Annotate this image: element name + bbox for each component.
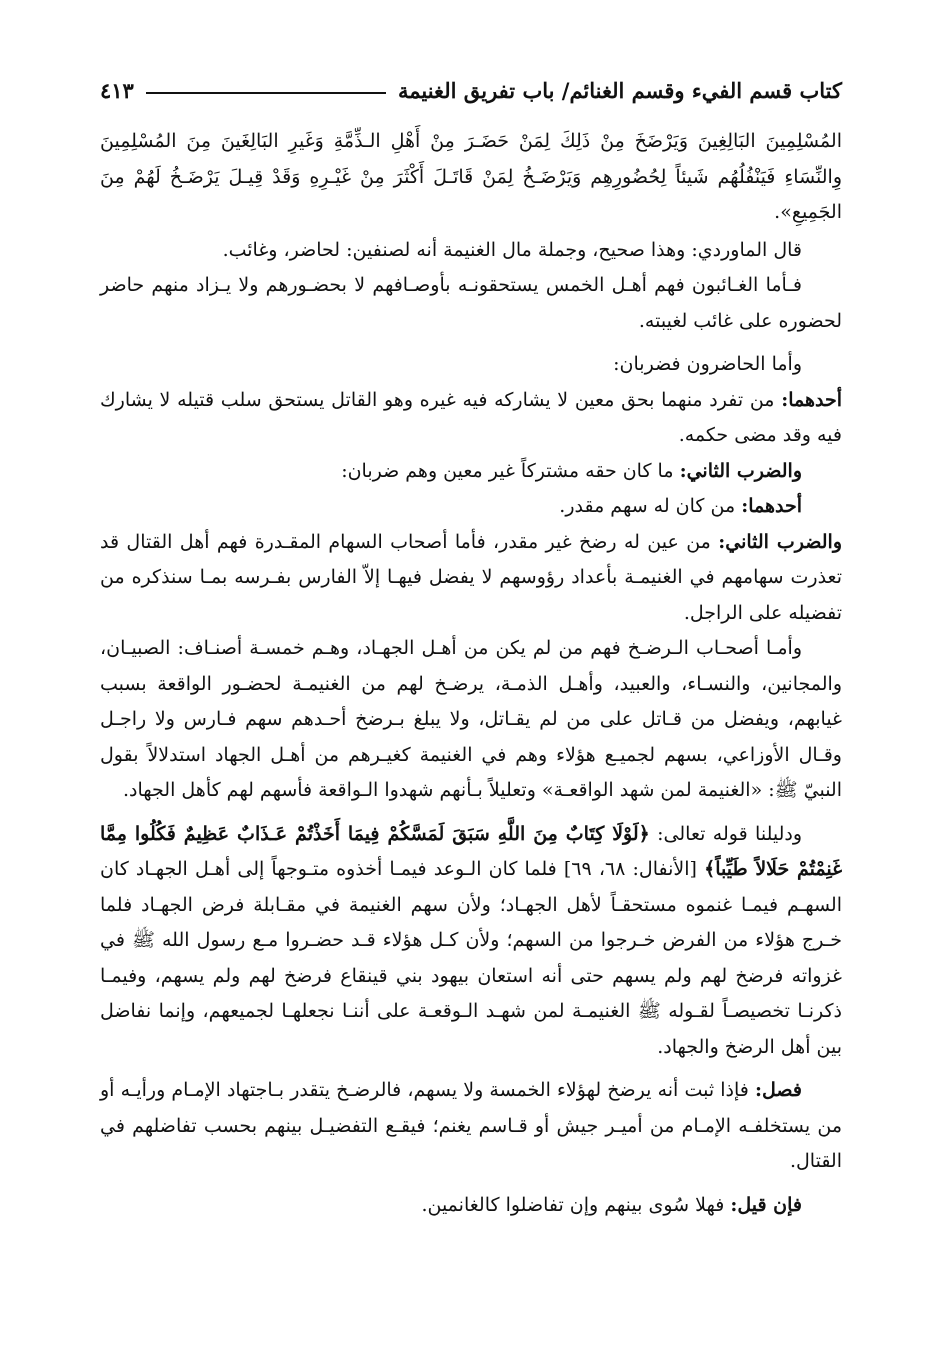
quran-verse: ﴿لَوْلَا كِتَابٌ مِنَ اللَّهِ سَبَقَ لَمَسَّكُمْ فِيمَا أَخَذْتُمْ عَـذَابٌ عَظِيمٌ فَكُلُوا مِمَّا غَنِمْتُمْ حَلَالاً طَيِّباً﴾ xyxy=(100,822,843,880)
paragraph-evidence xyxy=(100,817,842,1066)
paragraph-first-sub xyxy=(100,489,842,525)
evidence-text: فلما كان الـوعد فيمـا أخذوه متـوجهاً إلى أهـل الجهـاد كان السهـم فيمـا غنموه مستحقـاً لأهل الجهـاد؛ ولأن سهم الغنيمة في مقـابلة فرض الجهـاد فلما خـرج هؤلاء من الفرض خـرجوا من السهم؛ ولأن كـل هؤلاء قـد حضـروا مـع رسول الله ﷺ في غزواته فرضخ لهم ولم يسهم حتى أنه استعان بيهود بني قينقاع فرضخ لهم ولم يسهم، وفيمـا ذكرنـا تخصيصـاً لقـوله ﷺ الغنيمـة لمن شهـد الـوقعـة على أننـا نجعلهـا لجميعهم، وإنما نفاضل بين أهل الرضخ والجهاد. xyxy=(100,858,842,1058)
paragraph-second-sub xyxy=(100,525,842,632)
paragraph-mawardi: قال الماوردي: وهذا صحيح، وجملة مال الغنيمة أنه لصنفين: لحاضر، وغائب. xyxy=(222,238,802,261)
text-first: من تفرد منهما بحق معين لا يشاركه فيه غيره وهو القاتل يستحق سلب قتيله لا يشارك فيه وقد مضى حكمه. xyxy=(100,388,842,446)
paragraph-fasl xyxy=(100,1073,842,1180)
text-second: ما كان حقه مشتركاً غير معين وهم ضربان: xyxy=(341,459,680,482)
paragraph-second-type xyxy=(100,454,842,490)
paragraph-objection xyxy=(100,1188,842,1224)
book-page xyxy=(100,70,842,1223)
label-first-sub: أحدهما: xyxy=(741,495,802,517)
label-fasl: فصل: xyxy=(755,1079,802,1101)
evidence-intro: ودليلنا قوله تعالى: xyxy=(649,822,803,845)
paragraph-radkh: وأمـا أصحـاب الـرضـخ فهم من لم يكن من أهـل الجهـاد، وهـم خمسـة أصنـاف: الصبيـان، والمجانين، والنسـاء، والعبيد، وأهـل الذمـة، يرضـخ لهم من الغنيمـة لحضـور الواقعة بسبب غيابهم، ويفضل من قـاتل على من لم يقـاتل، ولا يبلغ بـرضخ أحـدهم سهم فـارس ولا راجـل وقـال الأوزاعي، بسهم لجميـع هؤلاء وهم في الغنيمة كغيـرهم من أهـل الجهاد استدلالاً بقول النبيّ ﷺ: «الغنيمة لمن شهد الواقعـة» وتعليلاً بـأنهم شهدوا الـواقعة فأسهم لهم كأهل الجهاد. xyxy=(100,637,842,801)
paragraph-first-type xyxy=(100,383,842,454)
text-fasl: فإذا ثبت أنه يرضخ لهؤلاء الخمسة ولا يسهم، فالرضـخ يتقدر بـاجتهاد الإمـام ورأيـه أو من يستخلفـه الإمـام من أميـر جيش أو قـاسم يغنم؛ فيقـع التفضيـل بينهم بحسب تفاضلهم في القتال. xyxy=(100,1079,842,1172)
chapter-title: كتاب قسم الفيء وقسم الغنائم/ باب تفريق الغنيمة xyxy=(397,77,842,103)
label-objection: فإن قيل: xyxy=(730,1193,802,1216)
verse-reference: [الأنفال: ٦٨، ٦٩] xyxy=(563,858,705,880)
header-rule xyxy=(146,92,386,94)
paragraph-present: وأما الحاضرون فضربان: xyxy=(613,353,802,375)
paragraph-quote-continuation: المُسْلِمِينَ البَالِغِينَ وَيَرْضَخَ مِنْ ذَلِكَ لِمَنْ حَضَـرَ مِنْ أَهْلِ الـذِّمَّةِ وَغَيرِ البَالِغَينَ مِنَ المُسْلِمِينَ وِالنِّسَاءِ فَيَنْفُلُهُم شَيئاً لِحُضُورِهِم وَيَرْضَـخُ لِمَنْ قَاتَـلَ أَكْثَرَ مِنْ غَيْـرِهِ وَقَدْ قِيـلَ يَرْضَـخُ لَهُمْ مِنَ الجَمِيعِ». xyxy=(100,130,842,223)
text-objection: فهلا سُوى بينهم وإن تفاضلوا كالغانمين. xyxy=(421,1193,731,1216)
label-second-sub: والضرب الثاني: xyxy=(718,530,842,553)
label-first: أحدهما: xyxy=(781,388,842,411)
running-header xyxy=(100,70,842,110)
label-second: والضرب الثاني: xyxy=(679,459,802,482)
page-body xyxy=(100,124,842,1223)
page-number: ٤١٣ xyxy=(100,77,134,103)
paragraph-absent: فـأما الغـائبون فهم أهـل الخمس يستحقونـه بأوصـافهم لا بحضـورهم ولا يـزاد منهم حاضر لحضوره على غائب لغيبته. xyxy=(100,274,842,332)
text-first-sub: من كان له سهم مقدر. xyxy=(559,495,742,517)
text-second-sub: من عين له رضخ غير مقدر، فأما أصحاب السهام المقـدرة فهم أهل القتال قد تعذرت سهامهم في الغنيمـة بأعداد رؤوسهم لا يفضل فيهـا إلاّ الفارس بفـرسه بمـا سنذكره من تفضيله على الراجل. xyxy=(100,530,842,624)
